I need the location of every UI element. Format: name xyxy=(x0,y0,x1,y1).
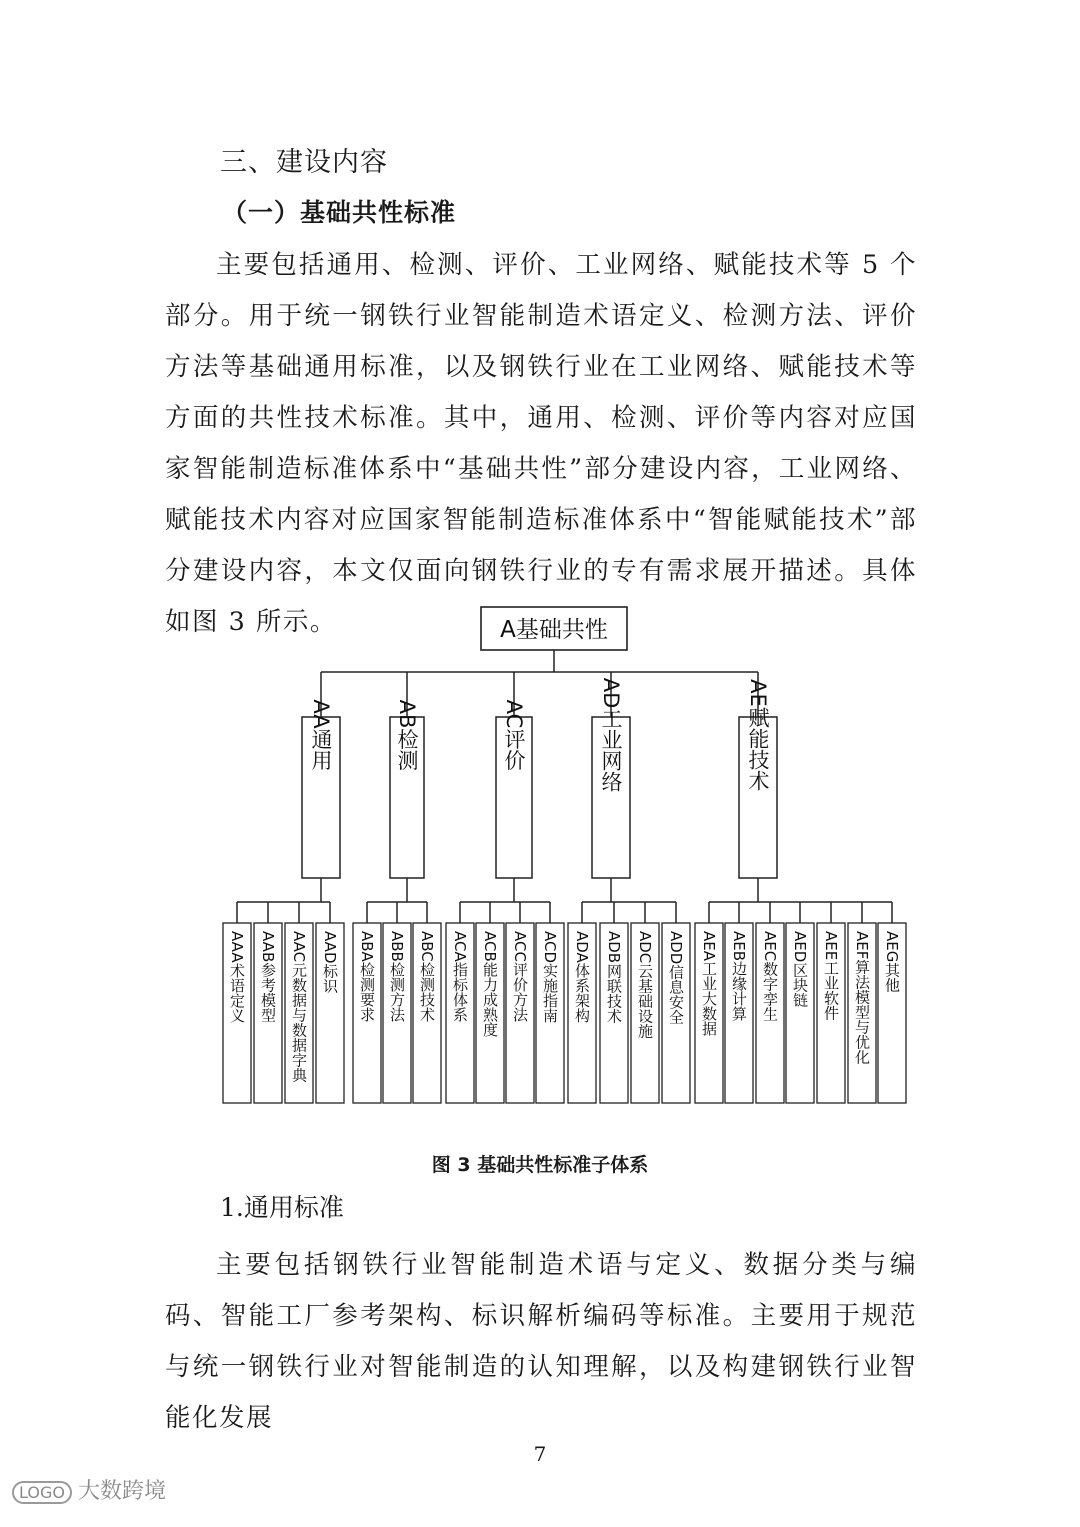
branch-label-ac: AC评价 xyxy=(502,699,526,771)
watermark-logo-icon: LOGO xyxy=(12,1481,72,1504)
branch-label-ab: AB检测 xyxy=(395,699,419,771)
intro-paragraph: 主要包括通用、检测、评价、工业网络、赋能技术等 5 个部分。用于统一钢铁行业智能制造术语定义、检测方法、评价方法等基础通用标准，以及钢铁行业在工业网络、赋能技术等方面的共性技术标准。其中，通用、检测、评价等内容对应国家智能制造标准体系中“基础共性”部分建设内容，工业网络、赋能技术内容对应国家智能制造标准体系中“智能赋能技术”部分建设内容，本文仅面向钢铁行业的专有需求展开描述。具体如图 3 所示。 xyxy=(165,250,917,637)
leaf-label-adb: ADB网联技术 xyxy=(605,931,623,1024)
leaf-label-aeg: AEG其他 xyxy=(883,931,901,993)
watermark xyxy=(12,1474,166,1505)
leaf-label-aed: AED区块链 xyxy=(791,931,809,1008)
leaf-label-aec: AEC数字孪生 xyxy=(761,931,779,1022)
branch-label-ad: AD工业网络 xyxy=(599,677,623,793)
leaf-label-acd: ACD实施指南 xyxy=(541,931,559,1024)
leaf-label-abc: ABC检测技术 xyxy=(418,931,436,1022)
root-node-label: A基础共性 xyxy=(500,617,608,643)
body-paragraph: 主要包括钢铁行业智能制造术语与定义、数据分类与编码、智能工厂参考架构、标识解析编码等标准。主要用于规范与统一钢铁行业对智能制造的认知理解，以及构建钢铁行业智能化发展 xyxy=(165,1250,917,1433)
branch-label-aa: AA通用 xyxy=(309,699,333,771)
figure-caption: 图 3 基础共性标准子体系 xyxy=(431,1154,649,1176)
leaf-label-aab: AAB参考模型 xyxy=(259,931,277,1023)
leaf-label-abb: ABB检测方法 xyxy=(388,931,406,1022)
leaf-label-aad: AAD标识 xyxy=(321,931,339,994)
subsection-title: （一）基础共性标准 xyxy=(222,198,457,227)
leaf-label-add: ADD信息安全 xyxy=(667,931,685,1025)
leaf-label-acb: ACB能力成熟度 xyxy=(481,931,499,1037)
leaf-label-aeb: AEB边缘计算 xyxy=(730,931,748,1022)
leaf-label-acc: ACC评价方法 xyxy=(511,931,529,1022)
leaf-label-aea: AEA工业大数据 xyxy=(700,931,718,1036)
leaf-label-aca: ACA指标体系 xyxy=(451,931,469,1022)
branch-label-ae: AE赋能技术 xyxy=(746,679,770,791)
leaf-label-ada: ADA体系架构 xyxy=(573,931,591,1023)
subheading: 1.通用标准 xyxy=(220,1193,344,1222)
leaf-label-aef: AEF算法模型与优化 xyxy=(853,931,871,1065)
section-title: 三、建设内容 xyxy=(220,147,388,178)
leaf-label-aac: AAC元数据与数据字典 xyxy=(290,931,308,1083)
leaf-label-aee: AEE工业软件 xyxy=(822,931,840,1021)
leaf-label-adc: ADC云基础设施 xyxy=(636,931,654,1039)
page-number: 7 xyxy=(533,1442,547,1466)
leaf-label-aba: ABA检测要求 xyxy=(358,931,376,1022)
leaf-label-aaa: AAA术语定义 xyxy=(228,931,246,1023)
watermark-text: 大数跨境 xyxy=(77,1479,166,1504)
